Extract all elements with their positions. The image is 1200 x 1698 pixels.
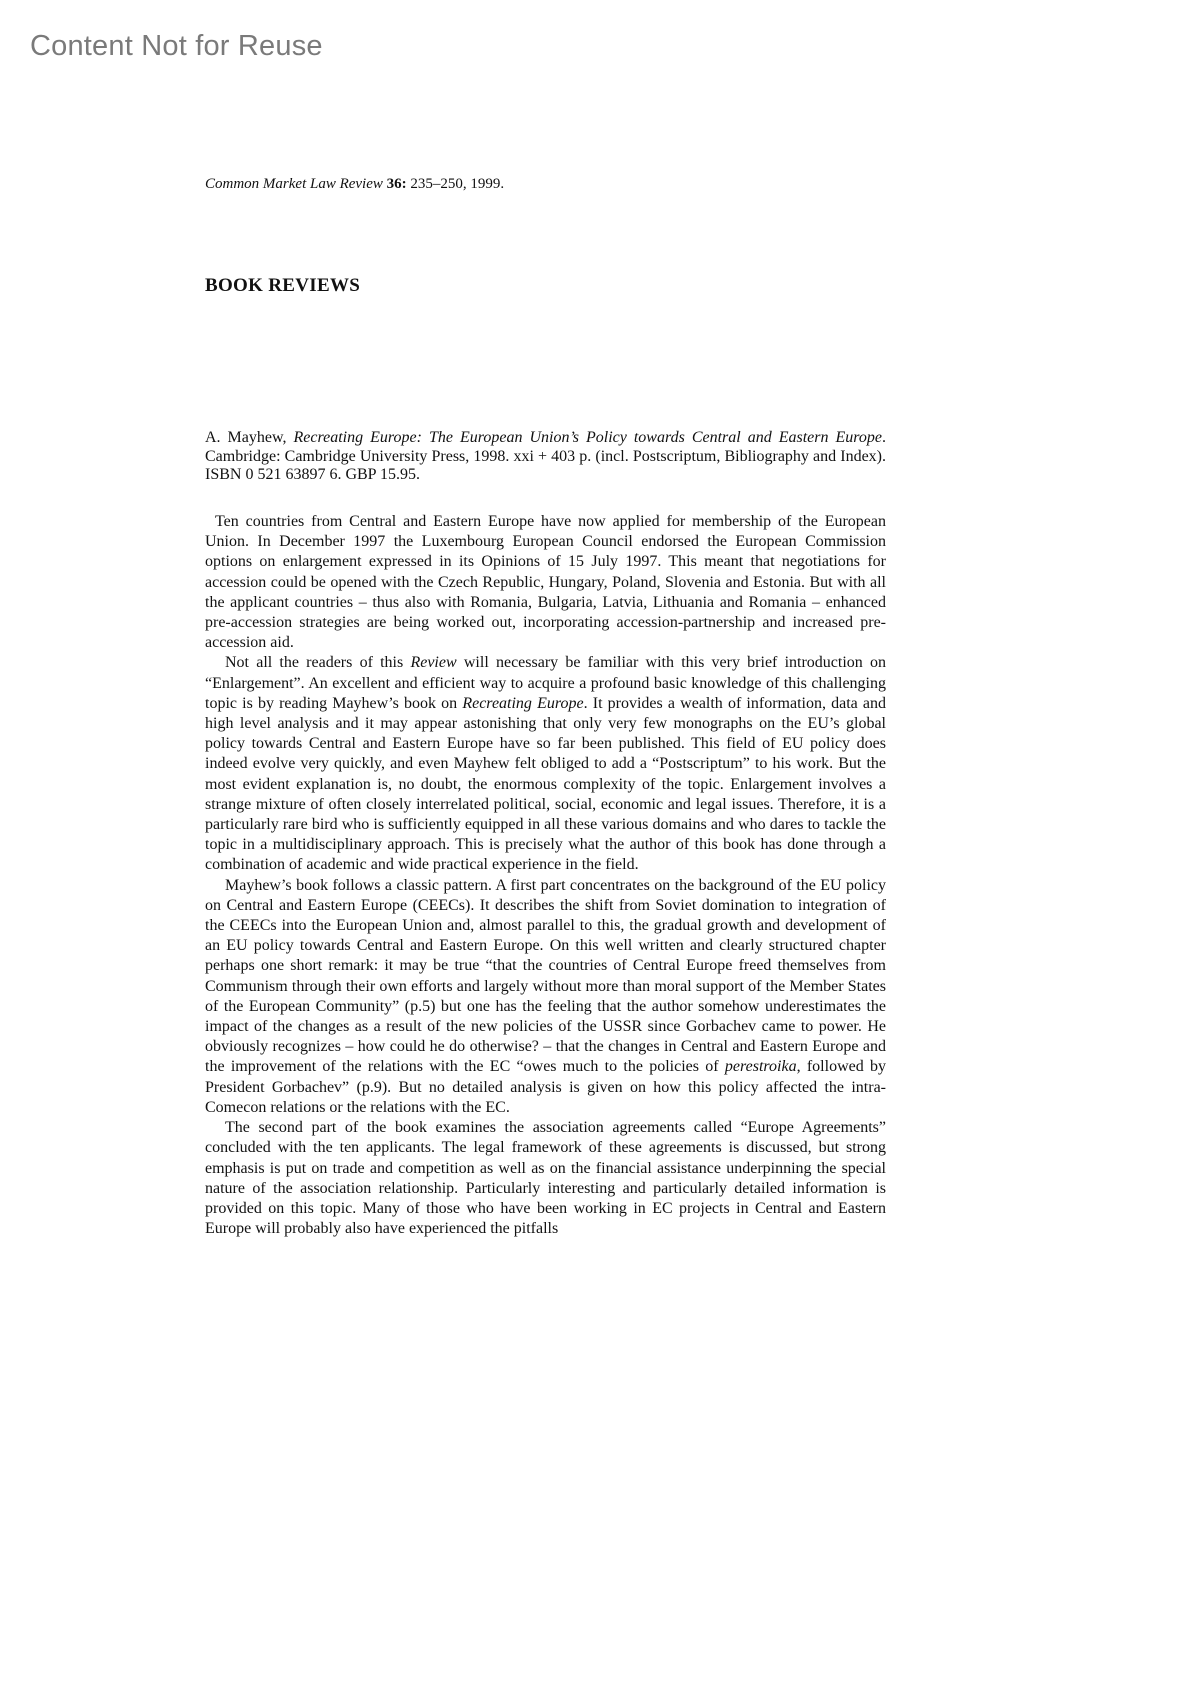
paragraph-2-review-italic: Review [410,654,457,672]
paragraph-2-text-a: Not all the readers of this [225,654,411,672]
paragraph-3-text-a: Mayhew’s book follows a classic pattern. A first part concentrates on the background of the EU policy on Central and Eastern Europe (CEECs). It describes the shift from Soviet domination to integration of the CEECs into the European Union and, almost parallel to this, the gradual growth and development of an EU policy towards Central and Eastern Europe. On this well written and clearly structured chapter perhaps one short remark: it may be true “that the countries of Central Europe freed themselves from Communism through their own efforts and largely without more than moral support of the Member States of the European Community” (p.5) but one has the feeling that the author somehow underestimates the impact of the changes as a result of the new policies of the USSR since Gorbachev came to power. He obviously recognizes – how could he do otherwise? – that the changes in Central and Eastern Europe and the improvement of the relations with the EC “owes much to the policies of [205,876,886,1076]
paragraph-3-text-b: , followed by President Gorbachev” (p.9). But no detailed analysis is given on how this policy affected the intra-Comecon relations or the relations with the EC. [205,1058,887,1116]
section-title: BOOK REVIEWS [205,275,361,296]
review-body [205,512,886,1239]
paragraph-4: The second part of the book examines the association agreements called “Europe Agreements” concluded with the ten applicants. The legal framework of these agreements is discussed, but strong emphasis is put on trade and competition as well as on the financial assistance underpinning the special nature of the association relationship. Particularly interesting and particularly detailed information is provided on this topic. Many of those who have been working in EC projects in Central and Eastern Europe will probably also have experienced the pitfalls [205,1119,886,1238]
journal-pages-year: 235–250, 1999. [410,176,505,192]
paragraph-2 [205,653,886,875]
paragraph-2-text-c: . It provides a wealth of information, data and high level analysis and it may appear astonishing that only very few monographs on the EU’s global policy towards Central and Eastern Europe have so far been published. This field of EU policy does indeed evolve very quickly, and even Mayhew felt obliged to add a “Postscriptum” to his work. But the most evident explanation is, no doubt, the enormous complexity of the topic. Enlargement involves a strange mixture of often closely interrelated political, social, economic and legal issues. Therefore, it is a particularly rare bird who is sufficiently equipped in all these various domains and who dares to tackle the topic in a multidisciplinary approach. This is precisely what the author of this book has done through a combination of academic and wide practical experience in the field. [205,694,887,874]
book-details: . Cambridge: Cambridge University Press, 1998. xxi + 403 p. (incl. Postscriptum, Bibliography and Index). ISBN 0 521 63897 6. GBP 15.95. [205,429,887,484]
paragraph-3 [205,876,886,1118]
book-author: A. Mayhew, [205,429,294,446]
book-reference [205,429,886,485]
journal-citation [205,176,504,193]
paragraph-3-perestroika-italic: perestroika [724,1058,797,1076]
paragraph-2-text-b: will necessary be familiar with this very brief introduction on “Enlargement”. An excellent and efficient way to acquire a profound basic knowledge of this challenging topic is by reading Mayhew’s book on [205,654,887,712]
paragraph-2-book-italic: Recreating Europe [462,694,584,712]
paragraph-1: Ten countries from Central and Eastern Europe have now applied for membership of the European Union. In December 1997 the Luxembourg European Council endorsed the European Commission options on enlargement expressed in its Opinions of 15 July 1997. This meant that negotiations for accession could be opened with the Czech Republic, Hungary, Poland, Slovenia and Estonia. But with all the applicant countries – thus also with Romania, Bulgaria, Latvia, Lithuania and Romania – enhanced pre-accession strategies are being worked out, incorporating accession-partnership and increased pre-accession aid. [205,513,886,652]
journal-name: Common Market Law Review [205,176,383,192]
watermark-text: Content Not for Reuse [30,30,323,62]
book-title: Recreating Europe: The European Union’s Policy towards Central and Eastern Europe [293,429,883,446]
journal-volume: 36: [386,176,407,192]
